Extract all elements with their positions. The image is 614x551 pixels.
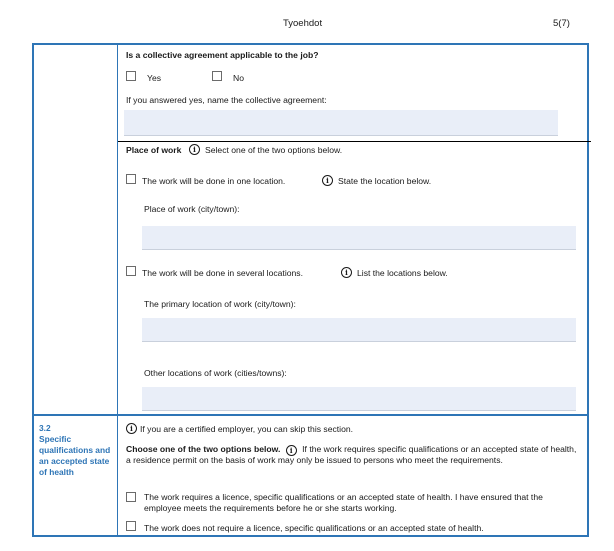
city-field[interactable] bbox=[142, 226, 576, 250]
requires-licence-checkbox[interactable] bbox=[126, 492, 136, 502]
info-icon: i bbox=[341, 267, 352, 278]
page-header bbox=[0, 18, 614, 32]
no-licence-label: The work does not require a licence, specific qualifications or an accepted state of health. bbox=[144, 523, 484, 533]
no-licence-checkbox[interactable] bbox=[126, 521, 136, 531]
collective-no-checkbox[interactable] bbox=[212, 71, 222, 81]
collective-agreement-question: Is a collective agreement applicable to the job? bbox=[126, 50, 319, 60]
page-number: 5(7) bbox=[553, 18, 570, 29]
several-locations-checkbox[interactable] bbox=[126, 266, 136, 276]
one-location-checkbox[interactable] bbox=[126, 174, 136, 184]
place-of-work-instruction: Select one of the two options below. bbox=[205, 145, 343, 155]
form-frame bbox=[32, 43, 589, 537]
section-number: 3.2 bbox=[39, 423, 51, 433]
collective-name-prompt: If you answered yes, name the collective agreement: bbox=[126, 95, 327, 105]
city-label: Place of work (city/town): bbox=[144, 204, 240, 214]
certified-employer-note: If you are a certified employer, you can skip this section. bbox=[140, 424, 354, 434]
collective-yes-checkbox[interactable] bbox=[126, 71, 136, 81]
primary-location-label: The primary location of work (city/town): bbox=[144, 299, 296, 309]
collective-agreement-name-field[interactable] bbox=[124, 110, 558, 136]
primary-location-field[interactable] bbox=[142, 318, 576, 342]
info-icon: i bbox=[286, 445, 297, 456]
choose-option-paragraph bbox=[126, 444, 578, 466]
several-locations-hint: List the locations below. bbox=[357, 268, 448, 278]
several-locations-label: The work will be done in several locations. bbox=[142, 268, 303, 278]
section-title: Specific qualifications and an accepted state of health bbox=[39, 434, 111, 477]
document-title: Tyoehdot bbox=[283, 18, 323, 29]
divider bbox=[118, 141, 591, 142]
requires-licence-label: The work requires a licence, specific qualifications or an accepted state of health. I have ensured that the employee meets the requirements before he or she starts working. bbox=[144, 492, 543, 513]
one-location-label: The work will be done in one location. bbox=[142, 176, 286, 186]
other-locations-field[interactable] bbox=[142, 387, 576, 411]
other-locations-label: Other locations of work (cities/towns): bbox=[144, 368, 287, 378]
section-divider bbox=[34, 414, 587, 416]
collective-no-label: No bbox=[233, 73, 244, 83]
info-icon: i bbox=[322, 175, 333, 186]
section-3-2-label bbox=[39, 423, 117, 478]
one-location-hint: State the location below. bbox=[338, 176, 432, 186]
choose-option-text: If the work requires specific qualifications or an accepted state of health, a residence permit on the basis of work may only be issued to persons who meet the requirements. bbox=[126, 444, 577, 465]
info-icon: i bbox=[189, 144, 200, 155]
place-of-work-heading: Place of work bbox=[126, 145, 182, 155]
info-icon: i bbox=[126, 423, 137, 434]
collective-yes-label: Yes bbox=[147, 73, 162, 83]
choose-option-bold: Choose one of the two options below. bbox=[126, 444, 281, 454]
